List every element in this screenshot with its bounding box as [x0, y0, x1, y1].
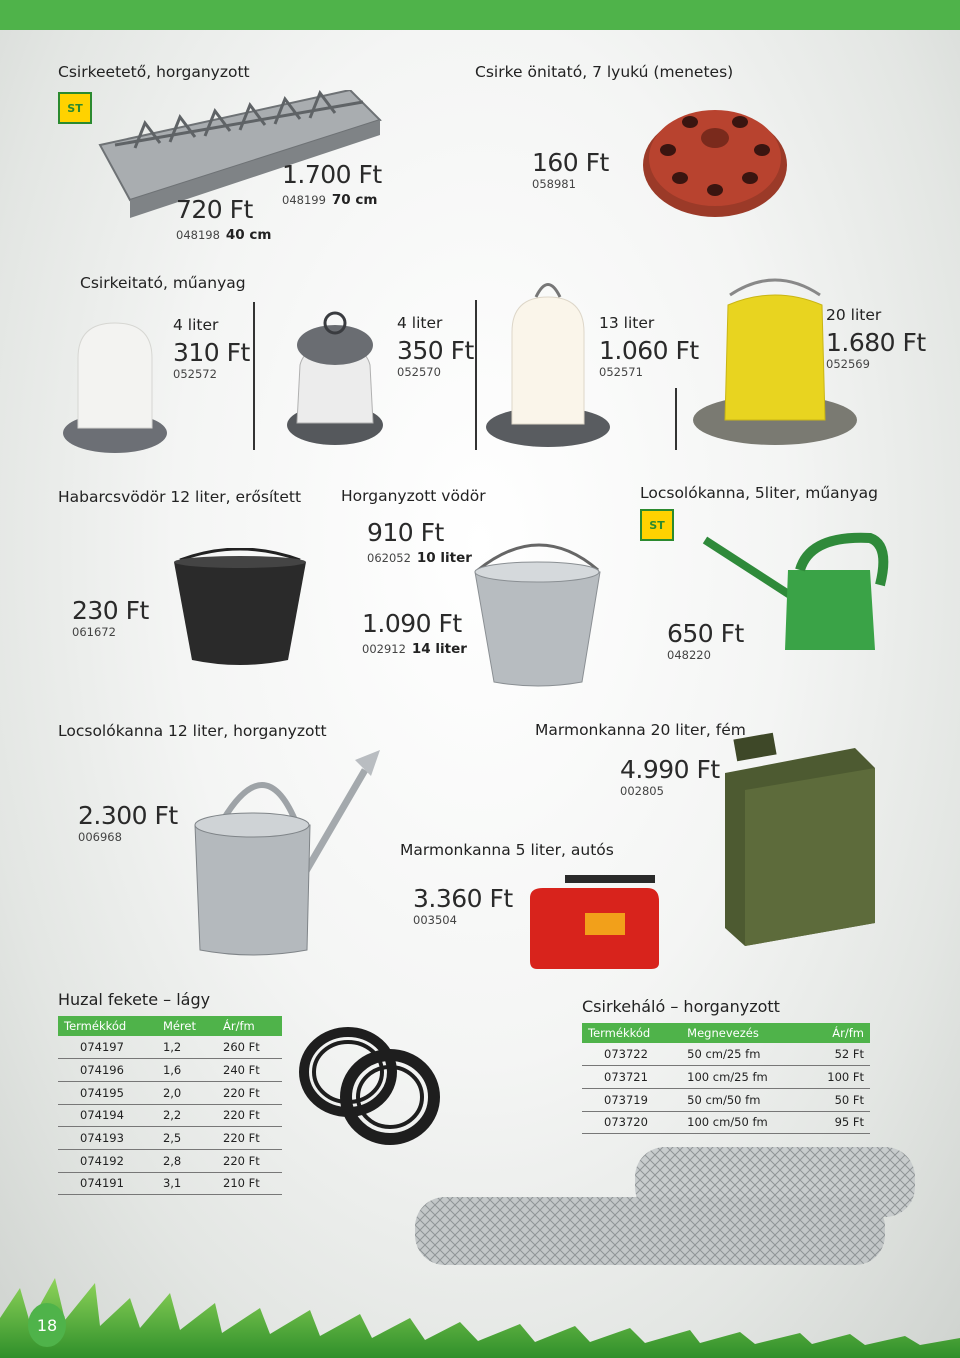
price: 4.990 Ft: [620, 755, 720, 784]
table-row: [58, 1104, 282, 1127]
drinker-item-2: [397, 314, 474, 379]
product-code: 003504: [413, 913, 457, 927]
drinker-title: Csirkeitató, műanyag: [80, 274, 246, 292]
table-cell: 220 Ft: [217, 1149, 282, 1172]
feeder-price-1: [176, 195, 271, 243]
table-cell: 1,2: [157, 1036, 217, 1059]
price: 650 Ft: [667, 619, 744, 648]
column-header: Ár/fm: [217, 1016, 282, 1036]
top-green-bar: [0, 0, 960, 30]
table-row: [582, 1043, 870, 1066]
mesh-title: Csirkeháló – horganyzott: [582, 997, 780, 1016]
product-code: 048199: [282, 193, 326, 207]
price: 310 Ft: [173, 338, 250, 367]
divider: [675, 388, 677, 450]
product-code: 062052: [367, 551, 411, 565]
price: 910 Ft: [367, 518, 444, 547]
product-code: 006968: [78, 830, 122, 844]
table-cell: 100 cm/50 fm: [681, 1111, 805, 1134]
volume: 4 liter: [397, 314, 443, 332]
table-cell: 260 Ft: [217, 1036, 282, 1059]
table-cell: 50 cm/50 fm: [681, 1088, 805, 1111]
wire-price-table: [58, 1016, 282, 1195]
table-cell: 100 Ft: [805, 1066, 870, 1089]
volume: 20 liter: [826, 306, 882, 324]
price: 1.090 Ft: [362, 609, 462, 638]
product-code: 058981: [532, 177, 576, 191]
table-cell: 100 cm/25 fm: [681, 1066, 805, 1089]
table-header-row: [58, 1016, 282, 1036]
waterer-screw-price: [532, 148, 609, 191]
drinker-item-4: [826, 306, 926, 371]
column-header: Termékkód: [58, 1016, 157, 1036]
drinker-item-3: [599, 314, 699, 379]
table-cell: 073721: [582, 1066, 681, 1089]
product-code: 048220: [667, 648, 711, 662]
product-code: 052570: [397, 365, 441, 379]
mortar-bucket-price: [72, 596, 149, 639]
mesh-price-table: [582, 1023, 870, 1134]
table-row: [582, 1088, 870, 1111]
table-cell: 240 Ft: [217, 1059, 282, 1082]
product-size: 14 liter: [411, 641, 467, 657]
table-row: [58, 1127, 282, 1150]
jerrycan-car-image: [525, 873, 665, 971]
product-code: 052569: [826, 357, 870, 371]
drinker-4l-bell-image: [285, 305, 385, 450]
wire-coil-image: [298, 1022, 443, 1147]
table-cell: 95 Ft: [805, 1111, 870, 1134]
divider: [253, 302, 255, 450]
wire-title: Huzal fekete – lágy: [58, 990, 211, 1009]
product-code: 052572: [173, 367, 217, 381]
price: 3.360 Ft: [413, 884, 513, 913]
table-cell: 074191: [58, 1172, 157, 1195]
table-cell: 073722: [582, 1043, 681, 1066]
table-cell: 52 Ft: [805, 1043, 870, 1066]
product-code: 048198: [176, 228, 220, 242]
grass-footer-decoration: [0, 1248, 960, 1358]
table-cell: 220 Ft: [217, 1081, 282, 1104]
galv-bucket-image: [470, 540, 605, 690]
product-code: 052571: [599, 365, 643, 379]
table-cell: 074196: [58, 1059, 157, 1082]
drinker-item-1: [173, 316, 250, 381]
drinker-13l-image: [484, 272, 612, 452]
jerrycan-metal-image: [715, 728, 880, 948]
galv-bucket-title: Horganyzott vödör: [341, 487, 486, 505]
table-cell: 2,8: [157, 1149, 217, 1172]
price: 1.060 Ft: [599, 336, 699, 365]
table-cell: 074194: [58, 1104, 157, 1127]
table-row: [582, 1066, 870, 1089]
mortar-bucket-image: [170, 548, 310, 668]
table-cell: 2,2: [157, 1104, 217, 1127]
product-size: 40 cm: [225, 227, 272, 243]
feeder-title: Csirkeetető, horganyzott: [58, 63, 250, 81]
waterer-screw-title: Csirke önitató, 7 lyukú (menetes): [475, 63, 734, 81]
drinker-4l-white-image: [60, 318, 170, 458]
galv-bucket-price-2: [362, 609, 467, 657]
product-code: 002912: [362, 642, 406, 656]
page-number: 18: [28, 1303, 66, 1347]
red-waterer-base-image: [640, 100, 790, 220]
table-cell: 073719: [582, 1088, 681, 1111]
table-row: [58, 1036, 282, 1059]
table-row: [58, 1149, 282, 1172]
table-cell: 1,6: [157, 1059, 217, 1082]
volume: 13 liter: [599, 314, 655, 332]
watering-can-plastic-image: [700, 530, 895, 655]
product-code: 061672: [72, 625, 116, 639]
watering-can-plastic-title: Locsolókanna, 5liter, műanyag: [640, 484, 878, 502]
table-cell: 074195: [58, 1081, 157, 1104]
price: 160 Ft: [532, 148, 609, 177]
price: 230 Ft: [72, 596, 149, 625]
table-cell: 220 Ft: [217, 1104, 282, 1127]
table-cell: 074192: [58, 1149, 157, 1172]
table-header-row: [582, 1023, 870, 1043]
product-code: 002805: [620, 784, 664, 798]
price: 720 Ft: [176, 195, 253, 224]
table-cell: 210 Ft: [217, 1172, 282, 1195]
product-size: 10 liter: [416, 550, 472, 566]
table-cell: 220 Ft: [217, 1127, 282, 1150]
column-header: Megnevezés: [681, 1023, 805, 1043]
feeder-price-2: [282, 160, 382, 208]
galv-bucket-price-1: [367, 518, 472, 566]
table-cell: 074197: [58, 1036, 157, 1059]
table-row: [58, 1059, 282, 1082]
price: 2.300 Ft: [78, 801, 178, 830]
price: 1.700 Ft: [282, 160, 382, 189]
product-size: 70 cm: [331, 192, 378, 208]
table-cell: 50 cm/25 fm: [681, 1043, 805, 1066]
table-cell: 50 Ft: [805, 1088, 870, 1111]
jerrycan-metal-title: Marmonkanna 20 liter, fém: [535, 721, 746, 739]
mortar-bucket-title: Habarcsvödör 12 liter, erősített: [58, 488, 302, 506]
watering-can-galv-price: [78, 801, 178, 844]
jerrycan-metal-price: [620, 755, 720, 798]
table-cell: 2,5: [157, 1127, 217, 1150]
watering-can-galv-title: Locsolókanna 12 liter, horganyzott: [58, 722, 327, 740]
table-cell: 073720: [582, 1111, 681, 1134]
table-cell: 3,1: [157, 1172, 217, 1195]
st-brand-logo: ST: [640, 509, 674, 541]
column-header: Ár/fm: [805, 1023, 870, 1043]
jerrycan-car-price: [413, 884, 513, 927]
price: 1.680 Ft: [826, 328, 926, 357]
table-row: [58, 1081, 282, 1104]
jerrycan-car-title: Marmonkanna 5 liter, autós: [400, 841, 614, 859]
table-row: [582, 1111, 870, 1134]
divider: [475, 300, 477, 450]
volume: 4 liter: [173, 316, 219, 334]
st-brand-logo: ST: [58, 92, 92, 124]
table-cell: 074193: [58, 1127, 157, 1150]
watering-can-galv-image: [175, 750, 385, 960]
table-row: [58, 1172, 282, 1195]
table-cell: 2,0: [157, 1081, 217, 1104]
column-header: Méret: [157, 1016, 217, 1036]
price: 350 Ft: [397, 336, 474, 365]
column-header: Termékkód: [582, 1023, 681, 1043]
